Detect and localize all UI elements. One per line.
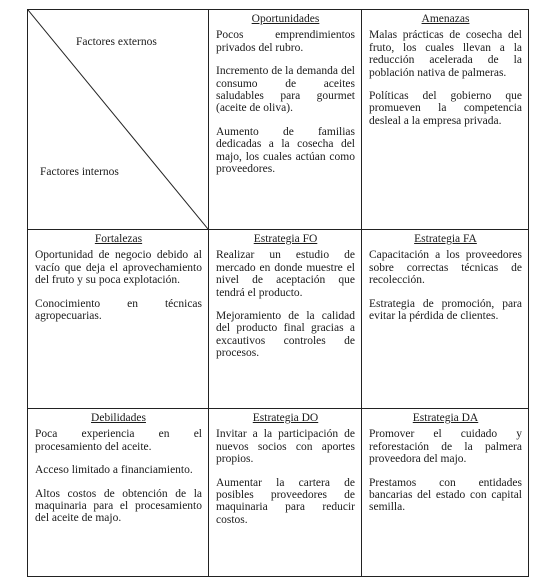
strengths-heading: Fortalezas [94, 233, 143, 245]
strategy-fo-item: Mejoramiento de la calidad del producto final gracias a excautivos controles de procesos. [216, 310, 355, 360]
opportunities-heading: Oportunidades [251, 13, 320, 25]
strategy-do-item: Invitar a la participación de nuevos socios con aportes propios. [216, 428, 355, 466]
threats-heading: Amenazas [421, 13, 470, 25]
internal-factors-label: Factores internos [40, 166, 119, 178]
strategy-da-heading: Estrategia DA [412, 412, 479, 424]
strategy-da-item: Prestamos con entidades bancarias del estado con capital semilla. [369, 476, 522, 514]
opportunity-item: Aumento de familias dedicadas a la cosecha del majo, los cuales actúan como proveedores. [216, 125, 355, 176]
strategy-do-cell [209, 409, 361, 576]
strategy-do-item: Aumentar la cartera de posibles proveedores de maquinaria para reducir costos. [216, 476, 355, 526]
strategy-fa-cell [362, 230, 528, 408]
weakness-item: Altos costos de obtención de la maquinaria para el procesamiento del aceite de majo. [35, 487, 202, 525]
corner-cell [28, 10, 208, 229]
opportunity-item: Pocos emprendimientos privados del rubro. [216, 29, 355, 54]
strategy-da-cell [362, 409, 528, 576]
opportunities-cell [209, 10, 361, 229]
strategy-fo-cell [209, 230, 361, 408]
strengths-cell [28, 230, 208, 408]
strategy-do-heading: Estrategia DO [252, 412, 319, 424]
foda-matrix-table [27, 9, 529, 577]
strength-item: Oportunidad de negocio debido al vacío que deja el aprovechamiento del fruto y su poca explotación. [35, 249, 202, 287]
strategy-fa-item: Capacitación a los proveedores sobre correctas técnicas de recolección. [369, 249, 522, 287]
strength-item: Conocimiento en técnicas agropecuarias. [35, 297, 202, 323]
weaknesses-heading: Debilidades [91, 412, 146, 424]
threats-cell [362, 10, 528, 229]
weakness-item: Poca experiencia en el procesamiento del aceite. [35, 428, 202, 453]
weaknesses-cell [28, 409, 208, 576]
external-factors-label: Factores externos [76, 36, 157, 48]
opportunity-item: Incremento de la demanda del consumo de aceites saludables para gourmet (aceite de oliva). [216, 65, 355, 115]
strategy-fo-item: Realizar un estudio de mercado en donde muestre el nivel de aceptación que tendrá el producto. [216, 249, 355, 299]
strategy-fa-heading: Estrategia FA [414, 233, 477, 245]
weakness-item: Acceso limitado a financiamiento. [35, 464, 193, 477]
strategy-fo-heading: Estrategia FO [253, 233, 318, 245]
threat-item: Políticas del gobierno que promueven la competencia desleal a la empresa privada. [369, 90, 522, 127]
strategy-da-item: Promover el cuidado y reforestación de la palmera proveedora del majo. [369, 428, 522, 466]
threat-item: Malas prácticas de cosecha del fruto, los cuales llevan a la reducción acelerada de la población nativa de palmeras. [369, 29, 522, 79]
strategy-fa-item: Estrategia de promoción, para evitar la pérdida de clientes. [369, 297, 522, 323]
